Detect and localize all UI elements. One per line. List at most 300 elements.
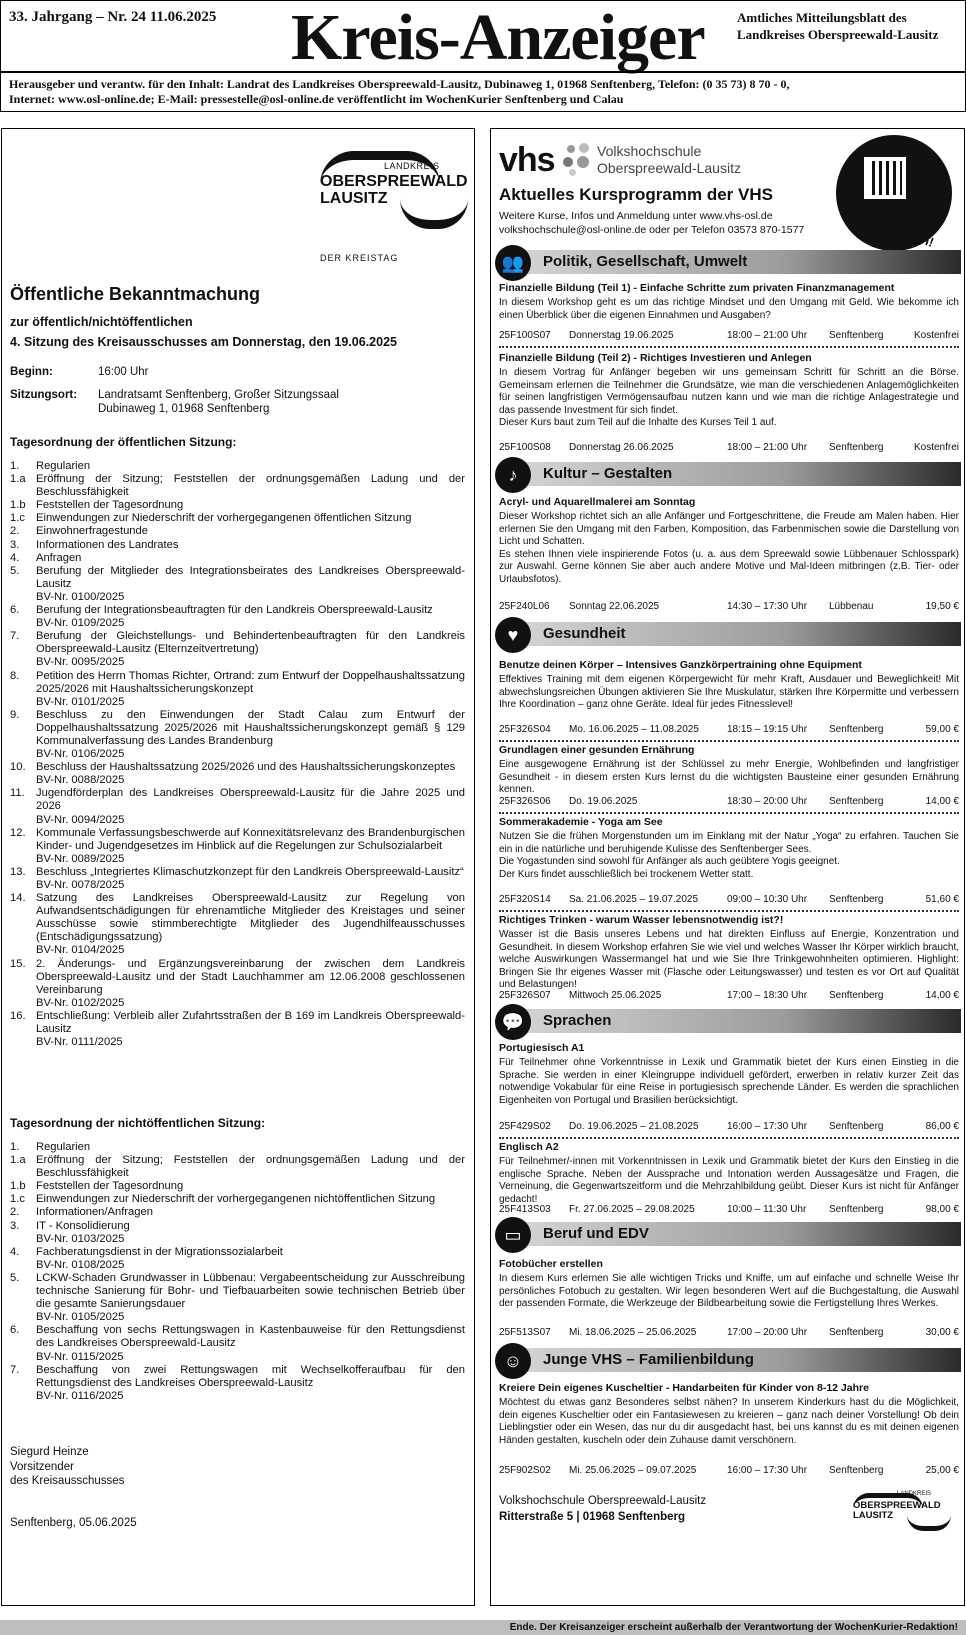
course-price: 14,00 €: [925, 796, 959, 807]
agenda-number: 4.: [10, 551, 20, 564]
course-description-2: Es stehen Ihnen viele inspirierende Fotos (u. a. aus dem Spreewald sowie Lübbenauer Schlosspark) zur Auswahl. Gerne können Sie aber auch andere Motive und Mal-Ideen mitbringen (z.B. Tier- oder Urlaubsfotos).: [499, 548, 959, 585]
agenda-title: Berufung der Integrationsbeauftragten für den Landkreis Oberspreewald-Lausitz: [36, 604, 433, 617]
category-beruf: [495, 1219, 961, 1249]
course-card[interactable]: [499, 495, 959, 587]
agenda-number: 1.c: [10, 512, 25, 525]
course-details: [499, 722, 959, 738]
agenda-title: Fachberatungsdienst in der Migrationssozialarbeit: [36, 1245, 283, 1258]
course-details: [499, 1325, 959, 1341]
agenda-bv-number: BV-Nr. 0095/2025: [36, 656, 125, 669]
announcement-subtitle-2: 4. Sitzung des Kreisausschusses am Donnerstag, den 19.06.2025: [10, 335, 397, 349]
public-agenda: [10, 460, 465, 1049]
course-date: Do. 19.06.2025: [569, 796, 638, 807]
agenda-number: 6.: [10, 1324, 20, 1337]
course-description: In diesem Kurs erlernen Sie alle wichtigen Tricks und Kniffe, um auf einfache und schnelle Weise Ihr persönliches Fotobuch zu gestalten. Wir legen besonderen Wert auf die Buchgestaltung, die Auswahl der passenden Formate, die Werkzeuge der Bildbearbeitung sowie die Fertigstellung Ihres Werkes.: [499, 1273, 959, 1310]
course-details: [499, 599, 959, 615]
course-description: Möchtest du etwas ganz Besonderes selbst nähen? In unserem Kinderkurs hast du die Möglichkeit, dein eigenes Kuscheltier oder ein Fantasiewesen zu kreieren – ganz nach deiner Vorstellung! Ob dein Lieblingstier oder ein Wesen, das nur du dir ausgedacht hast, bei uns kannst du es mit deinen eigenen Händen gestalten, kuscheln oder dein Zuhause damit verschönern.: [499, 1397, 959, 1446]
category-politik: [495, 247, 961, 277]
agenda-title: Entschließung: Verbleib aller Zufahrtsstraßen der B 169 im Landkreis Oberspreewald-Lausitz: [36, 1009, 465, 1036]
course-date: Sa. 21.06.2025 – 19.07.2025: [569, 894, 699, 905]
agenda-item: [10, 787, 465, 826]
course-description: Für Teilnehmer/-innen mit Vorkenntnissen in Lexik und Grammatik bietet der Kurs den Einstieg in die englische Sprache. Neben der Aussprache und Intonation werden Aussagesätze und Fragen, die Verneinung, die Gegenwartszeitform und die Mehrzahlbildung geübt. Dieser Kurs ist nicht für Anfänger gedacht!: [499, 1156, 959, 1205]
agenda-bv-number: BV-Nr. 0108/2025: [36, 1258, 125, 1271]
course-card[interactable]: [499, 815, 959, 881]
agenda-text: [36, 460, 465, 473]
logo-swoosh-bottom-icon: [400, 199, 468, 229]
signer-committee: des Kreisausschusses: [10, 1475, 125, 1487]
agenda-number: 16.: [10, 1009, 26, 1022]
health-hands-icon: ♥: [495, 617, 531, 653]
course-details: [499, 1202, 959, 1218]
place-date: Senftenberg, 05.06.2025: [10, 1517, 137, 1529]
agenda-bv-number: BV-Nr. 0101/2025: [36, 695, 125, 708]
signature-block: [10, 1445, 124, 1489]
agenda-text: [36, 787, 465, 826]
agenda-text: [36, 866, 465, 892]
agenda-number: 5.: [10, 564, 20, 577]
announcement-subtitle-1: zur öffentlich/nichtöffentlichen: [10, 315, 193, 329]
course-details: [499, 1463, 959, 1479]
agenda-title: Beschaffung von sechs Rettungswagen in Kastenbauweise für den Rettungsdienst des Landkreises Oberspreewald-Lausitz: [36, 1324, 465, 1350]
course-place: Senftenberg: [829, 1465, 884, 1476]
agenda-number: 7.: [10, 630, 20, 643]
agenda-item: [10, 539, 465, 552]
course-date: Mittwoch 25.06.2025: [569, 990, 662, 1001]
divider: [499, 1137, 959, 1139]
course-time: 10:00 – 11:30 Uhr: [727, 1204, 807, 1215]
course-place: Senftenberg: [829, 442, 884, 453]
course-card[interactable]: [499, 1140, 959, 1206]
category-label: Beruf und EDV: [543, 1225, 649, 1242]
agenda-item: [10, 1010, 465, 1049]
newspaper-title: Kreis-Anzeiger: [291, 1, 705, 74]
agenda-item: [10, 1324, 465, 1363]
course-title: Grundlagen einer gesunden Ernährung: [499, 744, 695, 756]
course-description: Für Teilnehmer ohne Vorkenntnisse in Lexik und Grammatik bietet der Kurs einen Einstieg in die Sprache. Sie werden in einer Kleingruppe individuell gefördert, erwerben in relativ kurzer Zeit das notwendige Vokabular für eine Reise in portugiesisch sprechende Länder. Es werden die sprachlichen Eigenheiten von Portugal und Brasilien berücksichtigt.: [499, 1057, 959, 1106]
course-description-2: Die Yogastunden sind sowohl für Anfänger als auch geübtere Yogis geeignet.: [499, 856, 840, 868]
vhs-name: [597, 143, 741, 177]
course-date: Sonntag 22.06.2025: [569, 601, 660, 612]
place-value: [98, 388, 458, 416]
agenda-text: [36, 892, 465, 957]
agenda-number: 1.a: [10, 1154, 26, 1167]
category-junge-vhs: [495, 1345, 961, 1375]
agenda-bv-number: BV-Nr. 0089/2025: [36, 852, 125, 865]
agenda-title: Satzung des Landkreises Oberspreewald-Lausitz zur Regelung von Aufwandsentschädigungen für ehrenamtliche Mitglieder des Kreistages und seiner Ausschüsse sowie stimmberechtigte Mitglieder des Jugendhilfeausschusses (Entschädigungssatzung): [36, 892, 465, 944]
family-icon: ☺: [495, 1343, 531, 1379]
course-card[interactable]: [499, 351, 959, 430]
course-details: [499, 794, 959, 810]
logo-name-1: OBERSPREEWALD: [320, 173, 468, 190]
small-logo-top: LANDKREIS: [897, 1491, 932, 1497]
agenda-number: 1.: [10, 460, 20, 472]
place-label: Sitzungsort:: [10, 389, 78, 401]
course-card[interactable]: [499, 1257, 959, 1311]
agenda-number: 2.: [10, 1206, 20, 1219]
course-description: Nutzen Sie die frühen Morgenstunden um im Einklang mit der Natur „Yoga“ zu erfahren. Tauchen Sie ein in die natürliche und beruhigende Kulisse des Senftenberger Sees.: [499, 831, 959, 855]
agenda-text: [36, 630, 465, 669]
announcement-title: Öffentliche Bekanntmachung: [10, 284, 261, 304]
course-date: Mi. 25.06.2025 – 09.07.2025: [569, 1465, 697, 1476]
agenda-text: [36, 1324, 465, 1363]
agenda-item: [10, 565, 465, 604]
agenda-item: [10, 1220, 465, 1246]
people-icon: 👥: [495, 245, 531, 281]
course-code: 25F100S07: [499, 330, 551, 341]
agenda-text: [36, 827, 465, 866]
divider: [499, 910, 959, 912]
vhs-name-2: Oberspreewald-Lausitz: [597, 160, 741, 176]
agenda-number: 14.: [10, 892, 26, 905]
agenda-item: [10, 1141, 465, 1154]
agenda-title: Beschaffung von zwei Rettungswagen mit Wechselkofferaufbau für den Rettungsdienst des Landkreises Oberspreewald-Lausitz: [36, 1363, 465, 1389]
course-details: [499, 328, 959, 344]
begin-label: Beginn:: [10, 366, 53, 378]
agenda-item: [10, 499, 465, 512]
category-label: Politik, Gesellschaft, Umwelt: [543, 253, 748, 270]
course-price: 19,50 €: [925, 601, 959, 612]
course-code: 25F100S08: [499, 442, 551, 453]
course-place: Senftenberg: [829, 894, 884, 905]
tagline-line-1: Amtliches Mitteilungsblatt des: [737, 10, 907, 25]
course-card[interactable]: [499, 913, 959, 992]
course-time: 17:00 – 20:00 Uhr: [727, 1327, 808, 1338]
agenda-number: 1.b: [10, 1180, 26, 1193]
category-label: Sprachen: [543, 1012, 612, 1029]
issue-line: 33. Jahrgang – Nr. 24 11.06.2025: [9, 9, 217, 25]
course-title: Portugiesisch A1: [499, 1042, 585, 1054]
agenda-bv-number: BV-Nr. 0115/2025: [36, 1350, 124, 1363]
agenda-number: 1.c: [10, 1193, 25, 1206]
agenda-item: [10, 670, 465, 709]
agenda-number: 7.: [10, 1363, 20, 1376]
agenda-item: [10, 473, 465, 499]
agenda-text: [36, 1364, 465, 1403]
category-kultur: [495, 459, 961, 489]
divider: [499, 346, 959, 348]
course-time: 16:00 – 17:30 Uhr: [727, 1121, 808, 1132]
program-info-2: volkshochschule@osl-online.de oder per Telefon 03573 870-1577: [499, 224, 805, 236]
agenda-number: 3.: [10, 1219, 20, 1232]
course-place: Senftenberg: [829, 330, 884, 341]
agenda-title: LCKW-Schaden Grundwasser in Lübbenau: Vergabeentscheidung zur Ausschreibung technische Sanierung für Bohr- und Tiefbauarbeiten sowie technischen Betrieb über die gesamte Sanierungsdauer: [36, 1271, 465, 1311]
agenda-title: Regularien: [36, 460, 91, 472]
agenda-title: Informationen des Landrates: [36, 538, 179, 551]
masthead-rule: [1, 71, 965, 73]
course-details: [499, 440, 959, 456]
agenda-title: IT - Konsolidierung: [36, 1219, 130, 1232]
private-agenda-heading: Tagesordnung der nichtöffentlichen Sitzung:: [10, 1116, 266, 1130]
small-logo-name-2: LAUSITZ: [853, 1510, 894, 1521]
agenda-text: [36, 670, 465, 709]
music-note-icon: ♪: [495, 457, 531, 493]
course-code: 25F513S07: [499, 1327, 551, 1338]
agenda-text: [36, 525, 465, 538]
course-time: 09:00 – 10:30 Uhr: [727, 894, 808, 905]
course-time: 14:30 – 17:30 Uhr: [727, 601, 808, 612]
program-title: Aktuelles Kursprogramm der VHS: [499, 185, 773, 204]
agenda-title: Feststellen der Tagesordnung: [36, 499, 184, 512]
agenda-item: [10, 1193, 465, 1206]
publisher-line-1: Herausgeber und verantw. für den Inhalt: Landrat des Landkreises Oberspreewald-Lausitz, Dubinaweg 1, 01968 Senftenberg, Telefon: (0 35 73) 8 70 - 0,: [9, 77, 790, 91]
agenda-bv-number: BV-Nr. 0106/2025: [36, 748, 125, 761]
agenda-title: Informationen/Anfragen: [36, 1206, 153, 1219]
course-code: 25F902S02: [499, 1465, 551, 1476]
agenda-bv-number: BV-Nr. 0109/2025: [36, 617, 125, 630]
agenda-item: [10, 709, 465, 761]
agenda-text: [36, 1154, 465, 1180]
agenda-bv-number: BV-Nr. 0094/2025: [36, 813, 125, 826]
agenda-item: [10, 1364, 465, 1403]
agenda-title: Berufung der Mitglieder des Integrationsbeirates des Landkreises Oberspreewald-Lausitz: [36, 564, 465, 590]
category-gesundheit: [495, 619, 961, 649]
course-price: 59,00 €: [925, 724, 959, 735]
agenda-text: [36, 761, 465, 787]
agenda-text: [36, 1206, 465, 1219]
course-card[interactable]: [499, 1041, 959, 1107]
publisher-info: [9, 77, 790, 107]
course-place: Senftenberg: [829, 1327, 884, 1338]
begin-value: 16:00 Uhr: [98, 366, 149, 378]
course-price: 86,00 €: [925, 1121, 959, 1132]
vhs-column: [490, 128, 965, 1606]
course-description: In diesem Vortrag für Anfänger begeben wir uns gemeinsam Schritt für Schritt an die Börse. Gemeinsam erlernen die Teilnehmer die Grundsätze, wie man die verschiedenen Anlagemöglichkeiten für seinen langfristigen Vermögensaufbau nutzen kann und wie man die richtige Anlagestrategie und das passende Investment für sich findet.: [499, 367, 959, 416]
course-title: Finanzielle Bildung (Teil 2) - Richtiges Investieren und Anlegen: [499, 352, 812, 364]
agenda-item: [10, 1246, 465, 1272]
agenda-number: 10.: [10, 761, 26, 774]
course-place: Senftenberg: [829, 990, 884, 1001]
qr-code-badge[interactable]: [836, 135, 952, 251]
agenda-number: 11.: [10, 787, 25, 800]
agenda-bv-number: BV-Nr. 0103/2025: [36, 1232, 125, 1245]
category-label: Junge VHS – Familienbildung: [543, 1351, 754, 1368]
course-place: Senftenberg: [829, 1121, 884, 1132]
agenda-text: [36, 958, 465, 1010]
agenda-item: [10, 1272, 465, 1324]
agenda-number: 4.: [10, 1245, 20, 1258]
course-title: Kreiere Dein eigenes Kuscheltier - Handarbeiten für Kinder von 8-12 Jahre: [499, 1382, 869, 1394]
course-details: [499, 892, 959, 908]
agenda-item: [10, 1154, 465, 1180]
course-time: 18:15 – 19:15 Uhr: [727, 724, 808, 735]
course-card[interactable]: [499, 743, 959, 797]
signer-role: Vorsitzender: [10, 1460, 74, 1473]
course-description: Wasser ist die Basis unseres Lebens und hat direkten Einfluss auf Energie, Konzentration und Gesundheit. In diesem Workshop erfahren Sie wie viel und welches Wasser Ihr Körper wirklich braucht, welche Auswirkungen Wassermangel hat und wie Sie Ihre Trinkgewohnheiten optimieren. Highlight: Bringen Sie Ihr eigenes Wasser mit (Flasche oder Leitungswasser) und testen es vor Ort auf Qualität und Belastungen!: [499, 929, 959, 991]
footer-note: Ende. Der Kreisanzeiger erscheint außerhalb der Verantwortung der WochenKurier-Redaktion!: [0, 1620, 966, 1635]
agenda-text: [36, 1141, 465, 1154]
agenda-text: [36, 552, 465, 565]
course-date: Donnerstag 26.06.2025: [569, 442, 674, 453]
signer-name: Siegurd Heinze: [10, 1446, 89, 1458]
course-place: Senftenberg: [829, 796, 884, 807]
vhs-name-1: Volkshochschule: [597, 143, 702, 159]
private-agenda: [10, 1141, 465, 1403]
qr-code-icon[interactable]: [864, 157, 906, 199]
agenda-text: [36, 473, 465, 499]
small-logo-name-1: OBERSPREEWALD: [853, 1500, 941, 1511]
course-title: Benutze deinen Körper – Intensives Ganzkörpertraining ohne Equipment: [499, 659, 862, 671]
vhs-address-2: Ritterstraße 5 | 01968 Senftenberg: [499, 1511, 686, 1523]
course-date: Donnerstag 19.06.2025: [569, 330, 674, 341]
course-description-2: Dieser Kurs baut zum Teil auf die Inhalte des Kurses Teil 1 auf.: [499, 417, 777, 429]
course-date: Mo. 16.06.2025 – 11.08.2025: [569, 724, 699, 735]
vhs-logo: vhs: [499, 141, 555, 179]
agenda-title: Eröffnung der Sitzung; Feststellen der ordnungsgemäßen Ladung und der Beschlussfähigkeit: [36, 1154, 465, 1180]
agenda-title: Beschluss „Integriertes Klimaschutzkonzept für den Landkreis Oberspreewald-Lausitz“: [36, 865, 464, 878]
course-date: Fr. 27.06.2025 – 29.08.2025: [569, 1204, 695, 1215]
agenda-text: [36, 1010, 465, 1049]
agenda-bv-number: BV-Nr. 0111/2025: [36, 1036, 123, 1049]
divider: [499, 740, 959, 742]
agenda-item: [10, 1180, 465, 1193]
course-price: Kostenfrei: [913, 442, 959, 453]
logo-text-sub: DER KREISTAG: [320, 253, 399, 263]
agenda-number: 5.: [10, 1271, 20, 1284]
agenda-number: 9.: [10, 708, 20, 721]
agenda-item: [10, 1206, 465, 1219]
publisher-line-2: Internet: www.osl-online.de; E-Mail: pressestelle@osl-online.de veröffentlicht im WochenKurier Senftenberg und Calau: [9, 92, 624, 106]
agenda-item: [10, 761, 465, 787]
course-place: Senftenberg: [829, 724, 884, 735]
course-description: Eine ausgewogene Ernährung ist der Schlüssel zu mehr Energie, Wohlbefinden und langfristiger Gesundheit - in diesem ersten Kurs lernst du die wichtigsten Bausteine einer gesunden Ernährung kennen.: [499, 759, 959, 796]
agenda-bv-number: BV-Nr. 0078/2025: [36, 879, 125, 891]
landkreis-logo: [320, 151, 470, 263]
agenda-text: [36, 499, 465, 512]
course-place: Lübbenau: [829, 601, 874, 612]
course-price: 98,00 €: [925, 1204, 959, 1215]
agenda-text: [36, 1272, 465, 1324]
book-now-label: Jetzt buchen!: [852, 207, 936, 250]
course-time: 18:00 – 21:00 Uhr: [727, 330, 808, 341]
logo-text-top: LANDKREIS: [384, 161, 440, 171]
agenda-number: 13.: [10, 865, 26, 878]
masthead-tagline: [737, 9, 957, 43]
agenda-number: 3.: [10, 538, 20, 551]
course-title: Fotobücher erstellen: [499, 1258, 603, 1270]
course-code: 25F326S07: [499, 990, 551, 1001]
agenda-title: Feststellen der Tagesordnung: [36, 1180, 184, 1193]
course-price: 51,60 €: [925, 894, 959, 905]
computer-icon: ▭: [495, 1217, 531, 1253]
course-price: 30,00 €: [925, 1327, 959, 1338]
agenda-bv-number: BV-Nr. 0100/2025: [36, 590, 125, 603]
course-card[interactable]: [499, 1381, 959, 1447]
agenda-bv-number: BV-Nr. 0116/2025: [36, 1389, 124, 1402]
course-title: Finanzielle Bildung (Teil 1) - Einfache Schritte zum privaten Finanzmanagement: [499, 282, 895, 294]
small-logo-swoosh-bottom-icon: [907, 1515, 951, 1531]
vhs-address-1: Volkshochschule Oberspreewald-Lausitz: [499, 1495, 707, 1507]
agenda-bv-number: BV-Nr. 0105/2025: [36, 1311, 125, 1324]
agenda-title: Einwendungen zur Niederschrift der vorhergegangenen öffentlichen Sitzung: [36, 512, 412, 525]
public-agenda-heading: Tagesordnung der öffentlichen Sitzung:: [10, 435, 237, 449]
agenda-text: [36, 1246, 465, 1272]
category-label: Gesundheit: [543, 625, 626, 642]
course-time: 18:00 – 21:00 Uhr: [727, 442, 808, 453]
agenda-number: 2.: [10, 525, 20, 538]
agenda-number: 12.: [10, 826, 26, 839]
course-time: 16:00 – 17:30 Uhr: [727, 1465, 808, 1476]
agenda-text: [36, 604, 465, 630]
agenda-item: [10, 512, 465, 525]
place-value-1: Landratsamt Senftenberg, Großer Sitzungssaal: [98, 389, 339, 401]
agenda-title: Kommunale Verfassungsbeschwerde auf Konnexitätsrelevanz des Brandenburgischen Kinder- und Jugendgesetzes im Hinblick auf die Regelungen zur Schulsozialarbeit: [36, 826, 465, 852]
agenda-text: [36, 565, 465, 604]
divider: [499, 812, 959, 814]
agenda-title: Beschluss zu den Einwendungen der Stadt Calau zum Entwurf der Doppelhaushaltssatzung 2025/2026 mit Haushaltssicherungskonzept gemäß § 129 Kommunalverfassung des Landes Brandenburg: [36, 708, 465, 747]
course-description: In diesem Workshop geht es um das richtige Mindset und den Umgang mit Geld. Wie bekomme ich einen Überblick über die eigenen Einnahmen und Ausgaben?: [499, 297, 959, 321]
agenda-item: [10, 866, 465, 892]
course-card[interactable]: [499, 658, 959, 712]
agenda-title: Einwohnerfragestunde: [36, 525, 148, 538]
agenda-title: Beschluss der Haushaltssatzung 2025/2026 und des Haushaltssicherungskonzeptes: [36, 761, 456, 774]
category-label: Kultur – Gestalten: [543, 465, 673, 482]
agenda-item: [10, 525, 465, 538]
agenda-number: 1.a: [10, 473, 26, 486]
course-title: Acryl- und Aquarellmalerei am Sonntag: [499, 496, 696, 508]
course-description-3: Der Kurs findet ausschließlich bei trockenem Wetter statt.: [499, 868, 754, 880]
agenda-item: [10, 552, 465, 565]
course-code: 25F240L06: [499, 601, 550, 612]
agenda-bv-number: BV-Nr. 0104/2025: [36, 944, 125, 957]
course-title: Richtiges Trinken - warum Wasser lebensnotwendig ist?!: [499, 914, 784, 926]
landkreis-small-logo: [853, 1487, 953, 1537]
agenda-number: 6.: [10, 604, 20, 617]
course-details: [499, 1119, 959, 1135]
place-value-2: Dubinaweg 1, 01968 Senftenberg: [98, 403, 270, 415]
vhs-dots-icon: [563, 143, 593, 177]
speech-bubble-icon: 💬: [495, 1004, 531, 1040]
agenda-title: Einwendungen zur Niederschrift der vorhergegangenen nichtöffentlichen Sitzung: [36, 1193, 436, 1206]
agenda-text: [36, 1193, 465, 1206]
course-title: Sommerakademie - Yoga am See: [499, 816, 663, 828]
agenda-number: 1.: [10, 1141, 20, 1153]
course-title: Englisch A2: [499, 1141, 559, 1153]
agenda-item: [10, 892, 465, 957]
agenda-bv-number: BV-Nr. 0088/2025: [36, 774, 125, 787]
category-sprachen: [495, 1006, 961, 1036]
course-date: Mi. 18.06.2025 – 25.06.2025: [569, 1327, 697, 1338]
agenda-title: Regularien: [36, 1141, 91, 1153]
agenda-text: [36, 709, 465, 761]
course-time: 17:00 – 18:30 Uhr: [727, 990, 808, 1001]
agenda-title: Berufung der Gleichstellungs- und Behindertenbeauftragten für den Landkreis Oberspreewald-Lausitz (Elternzeitvertretung): [36, 630, 465, 656]
agenda-number: 1.b: [10, 499, 26, 512]
course-price: 25,00 €: [925, 1465, 959, 1476]
tagline-line-2: Landkreises Oberspreewald-Lausitz: [737, 27, 939, 42]
agenda-number: 8.: [10, 669, 20, 682]
agenda-title: Eröffnung der Sitzung; Feststellen der ordnungsgemäßen Ladung und der Beschlussfähigkeit: [36, 473, 465, 499]
course-description: Dieser Workshop richtet sich an alle Anfänger und Fortgeschrittene, die Freude am Malen haben. Hier erlernen Sie den Umgang mit den Farben, Komposition, das Farbenmischen sowie die Darstellung von Licht und Schatten.: [499, 511, 959, 548]
course-price: 14,00 €: [925, 990, 959, 1001]
course-time: 18:30 – 20:00 Uhr: [727, 796, 808, 807]
course-details: [499, 988, 959, 1004]
agenda-text: [36, 512, 465, 525]
course-code: 25F326S06: [499, 796, 551, 807]
course-card[interactable]: [499, 281, 959, 322]
agenda-title: Anfragen: [36, 551, 82, 564]
agenda-item: [10, 630, 465, 669]
masthead: [0, 0, 966, 112]
program-info: [499, 209, 804, 237]
agenda-title: 2. Änderungs- und Ergänzungsvereinbarung der zwischen dem Landkreis Oberspreewald-Lausitz und der Stadt Lauchhammer am 12.06.2008 geschlossenen Vereinbarung: [36, 957, 465, 996]
agenda-text: [36, 539, 465, 552]
course-description: Effektives Training mit dem eigenen Körpergewicht für mehr Kraft, Ausdauer und Beweglichkeit! Mit abwechslungsreichen Übungen aktivieren Sie Ihre Muskulatur, stärken Ihre Körpermitte und verbessern Ihre Koordination – ganz ohne Geräte. Ideal für jedes Fitnesslevel!: [499, 674, 959, 711]
course-date: Do. 19.06.2025 – 21.08.2025: [569, 1121, 699, 1132]
agenda-text: [36, 1180, 465, 1193]
agenda-item: [10, 604, 465, 630]
agenda-item: [10, 827, 465, 866]
agenda-item: [10, 958, 465, 1010]
